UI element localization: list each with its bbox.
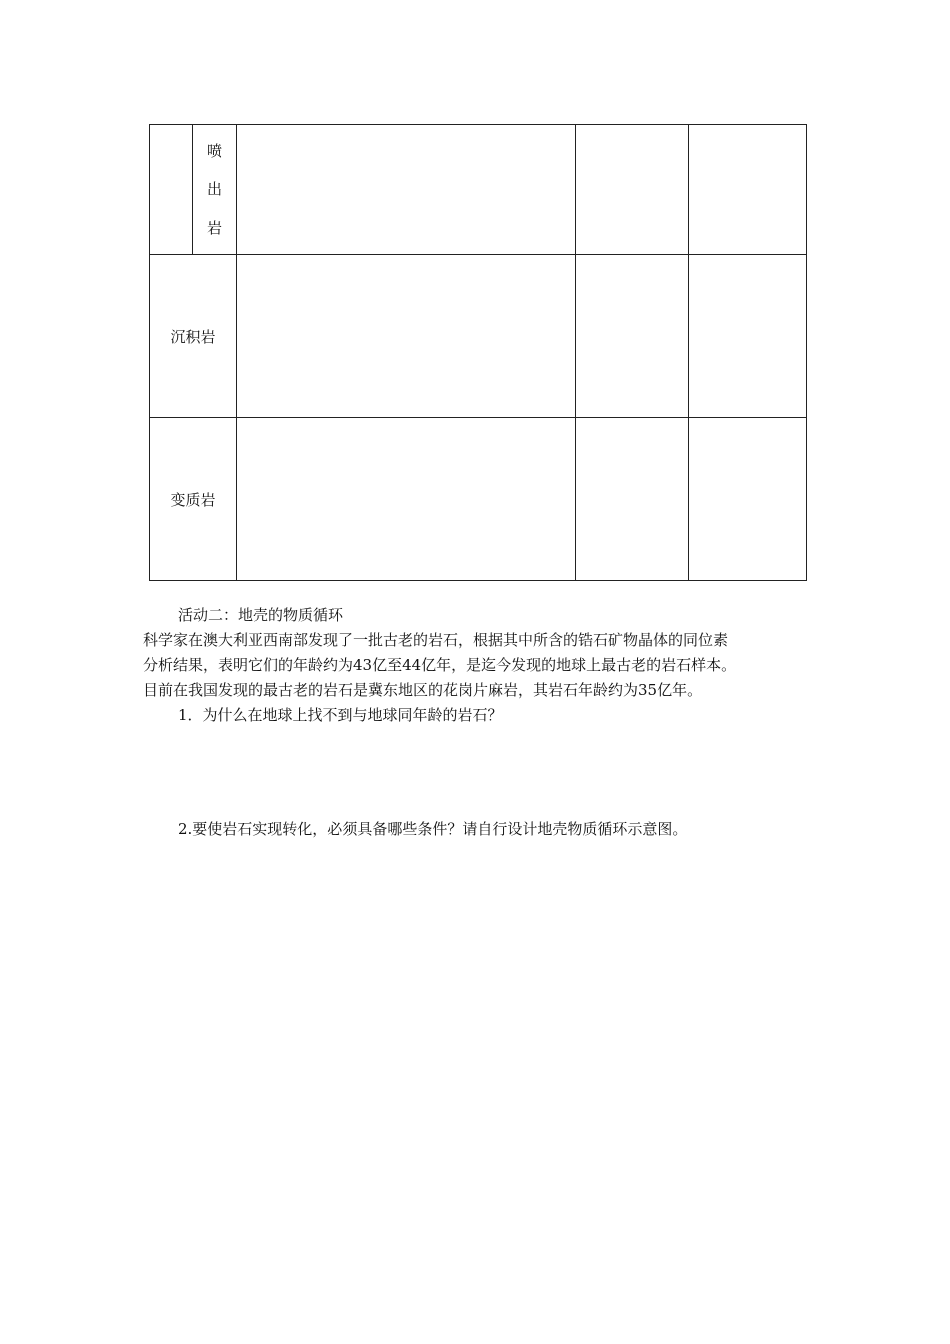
table-row-extrusive	[150, 125, 807, 255]
table-cell-empty-left	[150, 125, 193, 255]
paragraph-line: 目前在我国发现的最古老的岩石是冀东地区的花岗片麻岩，其岩石年龄约为35亿年。	[143, 681, 703, 699]
table-cell-blank[interactable]	[576, 418, 689, 581]
activity-section	[143, 603, 813, 728]
table-cell-blank[interactable]	[689, 255, 807, 418]
table-cell-blank[interactable]	[689, 125, 807, 255]
table-row-metamorphic	[150, 418, 807, 581]
extrusive-char-2: 出	[206, 180, 222, 198]
table-cell-blank[interactable]	[576, 255, 689, 418]
metamorphic-rock-label: 变质岩	[150, 418, 237, 581]
question-2: 2.要使岩石实现转化，必须具备哪些条件？请自行设计地壳物质循环示意图。	[178, 820, 688, 838]
table-row-sedimentary	[150, 255, 807, 418]
table-cell-blank[interactable]	[237, 418, 576, 581]
extrusive-rock-label-cell	[193, 125, 237, 255]
question-1: 1．为什么在地球上找不到与地球同年龄的岩石？	[178, 706, 503, 724]
table-cell-blank[interactable]	[689, 418, 807, 581]
paragraph-line: 分析结果，表明它们的年龄约为43亿至44亿年，是迄今发现的地球上最古老的岩石样本。	[143, 656, 737, 674]
sedimentary-rock-label: 沉积岩	[150, 255, 237, 418]
extrusive-char-1: 喷	[206, 141, 222, 160]
rock-table	[149, 124, 807, 581]
paragraph-line: 科学家在澳大利亚西南部发现了一批古老的岩石，根据其中所含的锆石矿物晶体的同位素	[143, 631, 729, 649]
activity-heading: 活动二：地壳的物质循环	[178, 606, 344, 624]
table-cell-blank[interactable]	[237, 125, 576, 255]
table-cell-blank[interactable]	[237, 255, 576, 418]
table-cell-blank[interactable]	[576, 125, 689, 255]
extrusive-char-3: 岩	[206, 218, 222, 237]
